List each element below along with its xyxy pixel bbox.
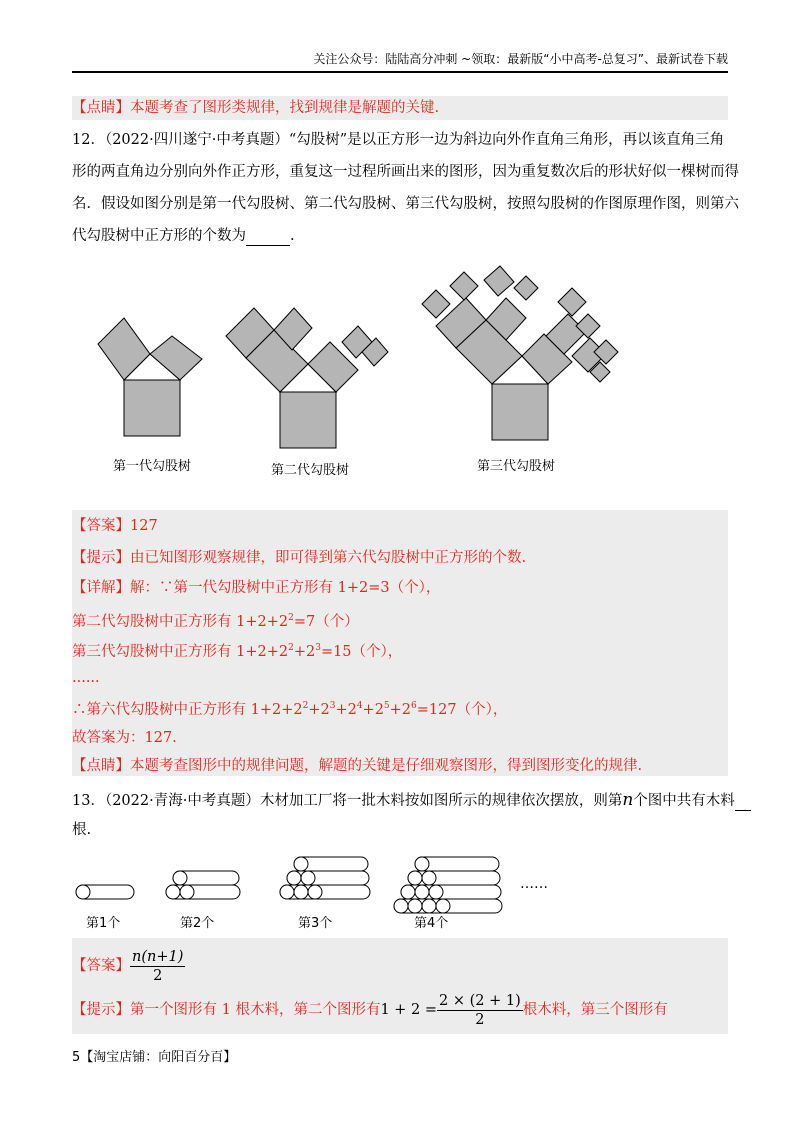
sup: 6 <box>411 701 417 711</box>
sup: 2 <box>302 701 309 711</box>
fraction-denominator: 2 <box>153 967 163 984</box>
note-line-2 <box>72 756 728 776</box>
sup: 5 <box>383 701 390 711</box>
answer-tag: 【答案】 <box>72 518 130 534</box>
note-line-1 <box>72 98 728 118</box>
note-text: 本题考查了图形类规律，找到规律是解题的关键. <box>130 100 440 116</box>
tree2-caption: 第二代勾股树 <box>270 463 350 478</box>
detail-2a: 第二代勾股树中正方形有 1+2+2 <box>72 614 289 630</box>
log-figure-2 <box>166 871 240 899</box>
detail-line-5 <box>72 696 728 720</box>
hint-text: 由已知图形观察规律，即可得到第六代勾股树中正方形的个数. <box>130 550 527 566</box>
log-caption-3: 第3个 <box>298 916 333 931</box>
tree1-caption: 第一代勾股树 <box>112 459 192 474</box>
q12-line-4-text: 代勾股树中正方形的个数为 <box>72 228 246 244</box>
log-caption-2: 第2个 <box>180 916 215 931</box>
log-figure-3 <box>280 857 370 899</box>
hint-tag: 【提示】 <box>72 550 130 566</box>
tree3-base-square <box>492 384 548 440</box>
fraction-numerator: n(n+1) <box>132 948 184 965</box>
sup: 2 <box>288 643 294 653</box>
answer-value: 127 <box>130 518 158 534</box>
q12-line-4-end: . <box>290 228 295 244</box>
detail-3b: +2 <box>293 644 316 660</box>
logs-ellipsis: …… <box>520 876 548 892</box>
answer-blank <box>246 231 290 246</box>
tree-2 <box>226 308 388 478</box>
tree3-square-e <box>422 290 450 318</box>
tree3-square-i <box>558 288 586 316</box>
tree3-square-h <box>514 276 538 300</box>
tree1-base-square <box>124 380 180 436</box>
log-figure-4 <box>394 857 502 913</box>
hint-expr: 1 + 2 = <box>380 1002 438 1018</box>
sup: 3 <box>315 643 321 653</box>
q12-line-1: 12．（2022·四川遂宁·中考真题）“勾股树”是以正方形一边为斜边向外作直角三角形，再以该直角三角 <box>72 132 725 148</box>
q12-line-3: 名．假设如图分别是第一代勾股树、第二代勾股树、第三代勾股树，按照勾股树的作图原理作图，则第六 <box>72 196 739 212</box>
page-footer: 5【淘宝店铺：向阳百分百】 <box>72 1050 237 1065</box>
answer-fraction <box>130 948 185 985</box>
answer-line-13 <box>72 946 728 986</box>
hint-line-13 <box>72 990 728 1030</box>
log-caption-1: 第1个 <box>86 916 121 931</box>
log-figure-1 <box>76 885 134 899</box>
detail-5d: +2 <box>362 702 384 718</box>
q13-line-1 <box>72 790 735 811</box>
detail-5f: =127（个）， <box>416 702 508 718</box>
logs-figure <box>72 852 632 934</box>
detail-3c: =15（个）， <box>320 644 403 660</box>
tree-3 <box>422 266 618 474</box>
q13-text-a: 13．（2022·青海·中考真题）木材加工厂将一批木料按如图所示的规律依次摆放，则第 <box>72 793 623 809</box>
detail-5c: +2 <box>335 702 357 718</box>
detail-5b: +2 <box>308 702 330 718</box>
detail-text-1: 解：∵第一代勾股树中正方形有 1+2=3（个）， <box>130 580 441 596</box>
q13-line-2: 根. <box>72 822 92 838</box>
detail-line-6: 故答案为：127. <box>72 730 177 746</box>
pythagoras-trees-figure <box>72 256 728 486</box>
header-rule <box>72 71 728 73</box>
hint-text-13b: 根木料，第三个图形有 <box>522 1002 668 1018</box>
tree-1 <box>98 318 202 474</box>
sup: 2 <box>288 613 294 623</box>
note-tag-2: 【点睛】 <box>72 758 130 774</box>
answer-line-12 <box>72 516 728 536</box>
detail-tag: 【详解】 <box>72 580 130 596</box>
hint-line-12 <box>72 548 728 568</box>
note-tag: 【点睛】 <box>72 100 130 116</box>
hint-denominator: 2 <box>475 1011 485 1028</box>
log-caption-4: 第4个 <box>414 916 449 931</box>
sup: 3 <box>329 701 336 711</box>
detail-line-2 <box>72 608 728 632</box>
hint-tag-13: 【提示】 <box>72 1002 130 1018</box>
detail-line-3 <box>72 638 728 662</box>
detail-2b: =7（个） <box>293 614 359 630</box>
detail-5e: +2 <box>389 702 412 718</box>
tree3-square-f <box>450 272 478 300</box>
detail-3a: 第三代勾股树中正方形有 1+2+2 <box>72 644 289 660</box>
hint-text-13a: 第一个图形有 1 根木料，第二个图形有 <box>130 1002 381 1018</box>
q13-blank <box>735 796 751 811</box>
q12-line-2: 形的两直角边分别向外作正方形，重复这一过程所画出来的图形，因为重复数次后的形状好似一棵树而得 <box>72 164 739 180</box>
detail-line-1 <box>72 578 728 598</box>
answer-tag-13: 【答案】 <box>72 958 130 974</box>
hint-fraction <box>437 992 523 1029</box>
note-text-2: 本题考查图形中的规律问题，解题的关键是仔细观察图形，得到图形变化的规律. <box>130 758 643 774</box>
q13-text-b: 个图中共有木料 <box>633 793 735 809</box>
tree3-square-g <box>484 266 514 296</box>
q12-line-4 <box>72 226 728 246</box>
tree3-caption: 第三代勾股树 <box>476 459 556 474</box>
tree2-base-square <box>280 392 336 448</box>
detail-line-4: ...... <box>72 670 100 686</box>
sup: 4 <box>356 701 363 711</box>
detail-5a: ∴第六代勾股树中正方形有 1+2+2 <box>72 702 303 718</box>
hint-numerator: 2 × (2 + 1) <box>439 992 521 1009</box>
page-header: 关注公众号：陆陆高分冲刺 ~领取：最新版“小中高考-总复习”、最新试卷下载 <box>313 52 728 66</box>
q13-var-n: n <box>622 790 634 810</box>
